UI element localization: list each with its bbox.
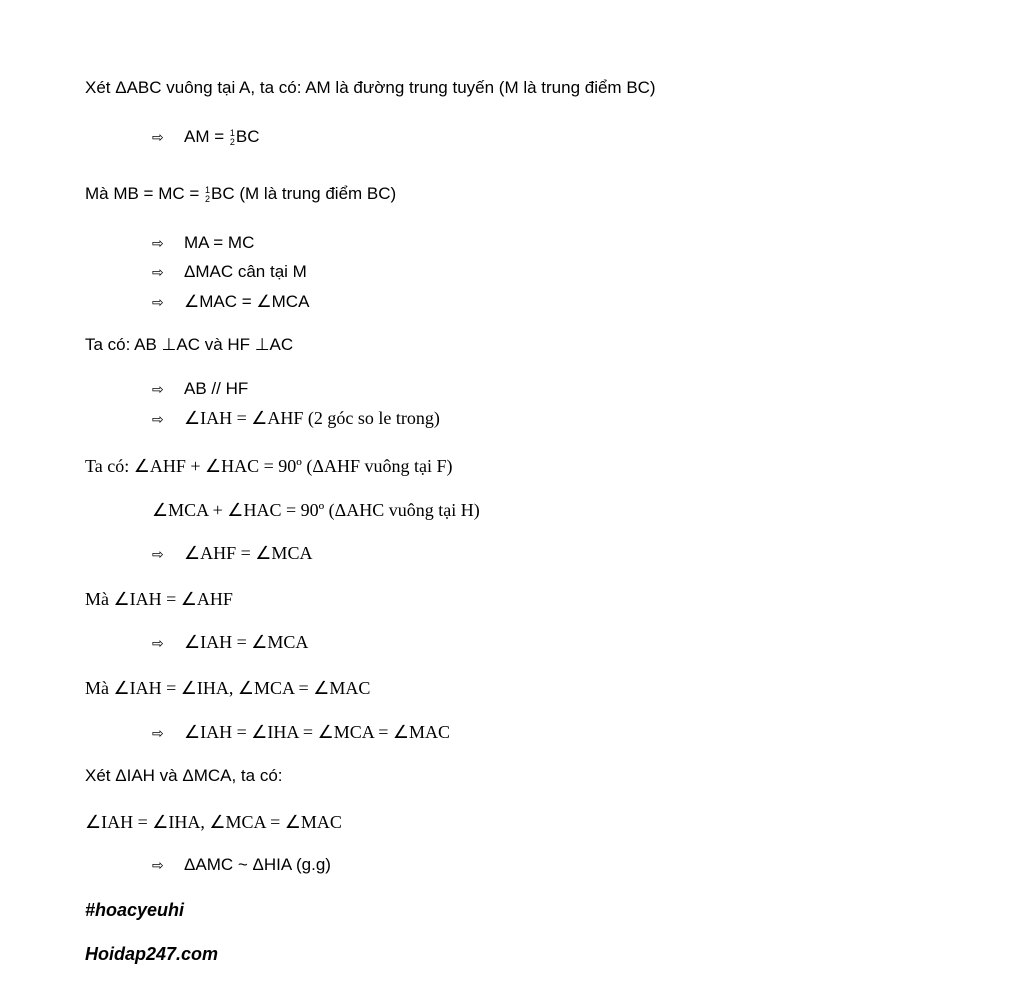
text-line-17: Xét ΔIAH và ΔMCA, ta có: (85, 766, 283, 785)
hashtag-signature: #hoacyeuhi (85, 900, 185, 920)
text-line-16: ⇨ ∠IAH = ∠IHA = ∠MCA = ∠MAC (152, 722, 451, 742)
right-arrow-icon: ⇨ (152, 265, 164, 281)
text-line-18: ∠IAH = ∠IHA, ∠MCA = ∠MAC (85, 812, 342, 832)
text-line-12: ⇨ ∠AHF = ∠MCA (152, 543, 313, 563)
text-line-3: Mà MB = MC = 1 2 BC (M là trung điểm BC) (85, 184, 397, 204)
text-line-9: ⇨ ∠IAH = ∠AHF (2 góc so le trong) (152, 408, 440, 428)
text-line-7: Ta có: AB ⊥AC và HF ⊥AC (85, 335, 294, 354)
text-line-13: Mà ∠IAH = ∠AHF (85, 589, 233, 609)
text-line-6: ⇨ ∠MAC = ∠MCA (152, 292, 310, 311)
right-arrow-icon: ⇨ (152, 726, 164, 742)
right-arrow-icon: ⇨ (152, 382, 164, 398)
text-line-14: ⇨ ∠IAH = ∠MCA (152, 632, 309, 652)
right-arrow-icon: ⇨ (152, 547, 164, 563)
text-line-2: ⇨ AM = 1 2 BC (152, 127, 260, 147)
text-line-19: ⇨ ΔAMC ~ ΔHIA (g.g) (152, 855, 331, 874)
text-line-11: ∠MCA + ∠HAC = 90º (ΔAHC vuông tại H) (152, 500, 480, 520)
text-line-10: Ta có: ∠AHF + ∠HAC = 90º (ΔAHF vuông tại F) (85, 456, 453, 476)
text-line-8: ⇨ AB // HF (152, 379, 249, 398)
right-arrow-icon: ⇨ (152, 295, 164, 311)
site-signature: Hoidap247.com (85, 944, 219, 964)
fraction-half: 1 2 (205, 184, 211, 204)
fraction-half: 1 2 (229, 127, 235, 147)
text-line-4: ⇨ MA = MC (152, 233, 255, 252)
right-arrow-icon: ⇨ (152, 858, 164, 874)
right-arrow-icon: ⇨ (152, 636, 164, 652)
right-arrow-icon: ⇨ (152, 412, 164, 428)
text-line-15: Mà ∠IAH = ∠IHA, ∠MCA = ∠MAC (85, 678, 371, 698)
right-arrow-icon: ⇨ (152, 130, 164, 146)
text-line-1: Xét ΔABC vuông tại A, ta có: AM là đường trung tuyến (M là trung điểm BC) (85, 78, 656, 97)
right-arrow-icon: ⇨ (152, 236, 164, 252)
text-line-5: ⇨ ΔMAC cân tại M (152, 262, 307, 281)
